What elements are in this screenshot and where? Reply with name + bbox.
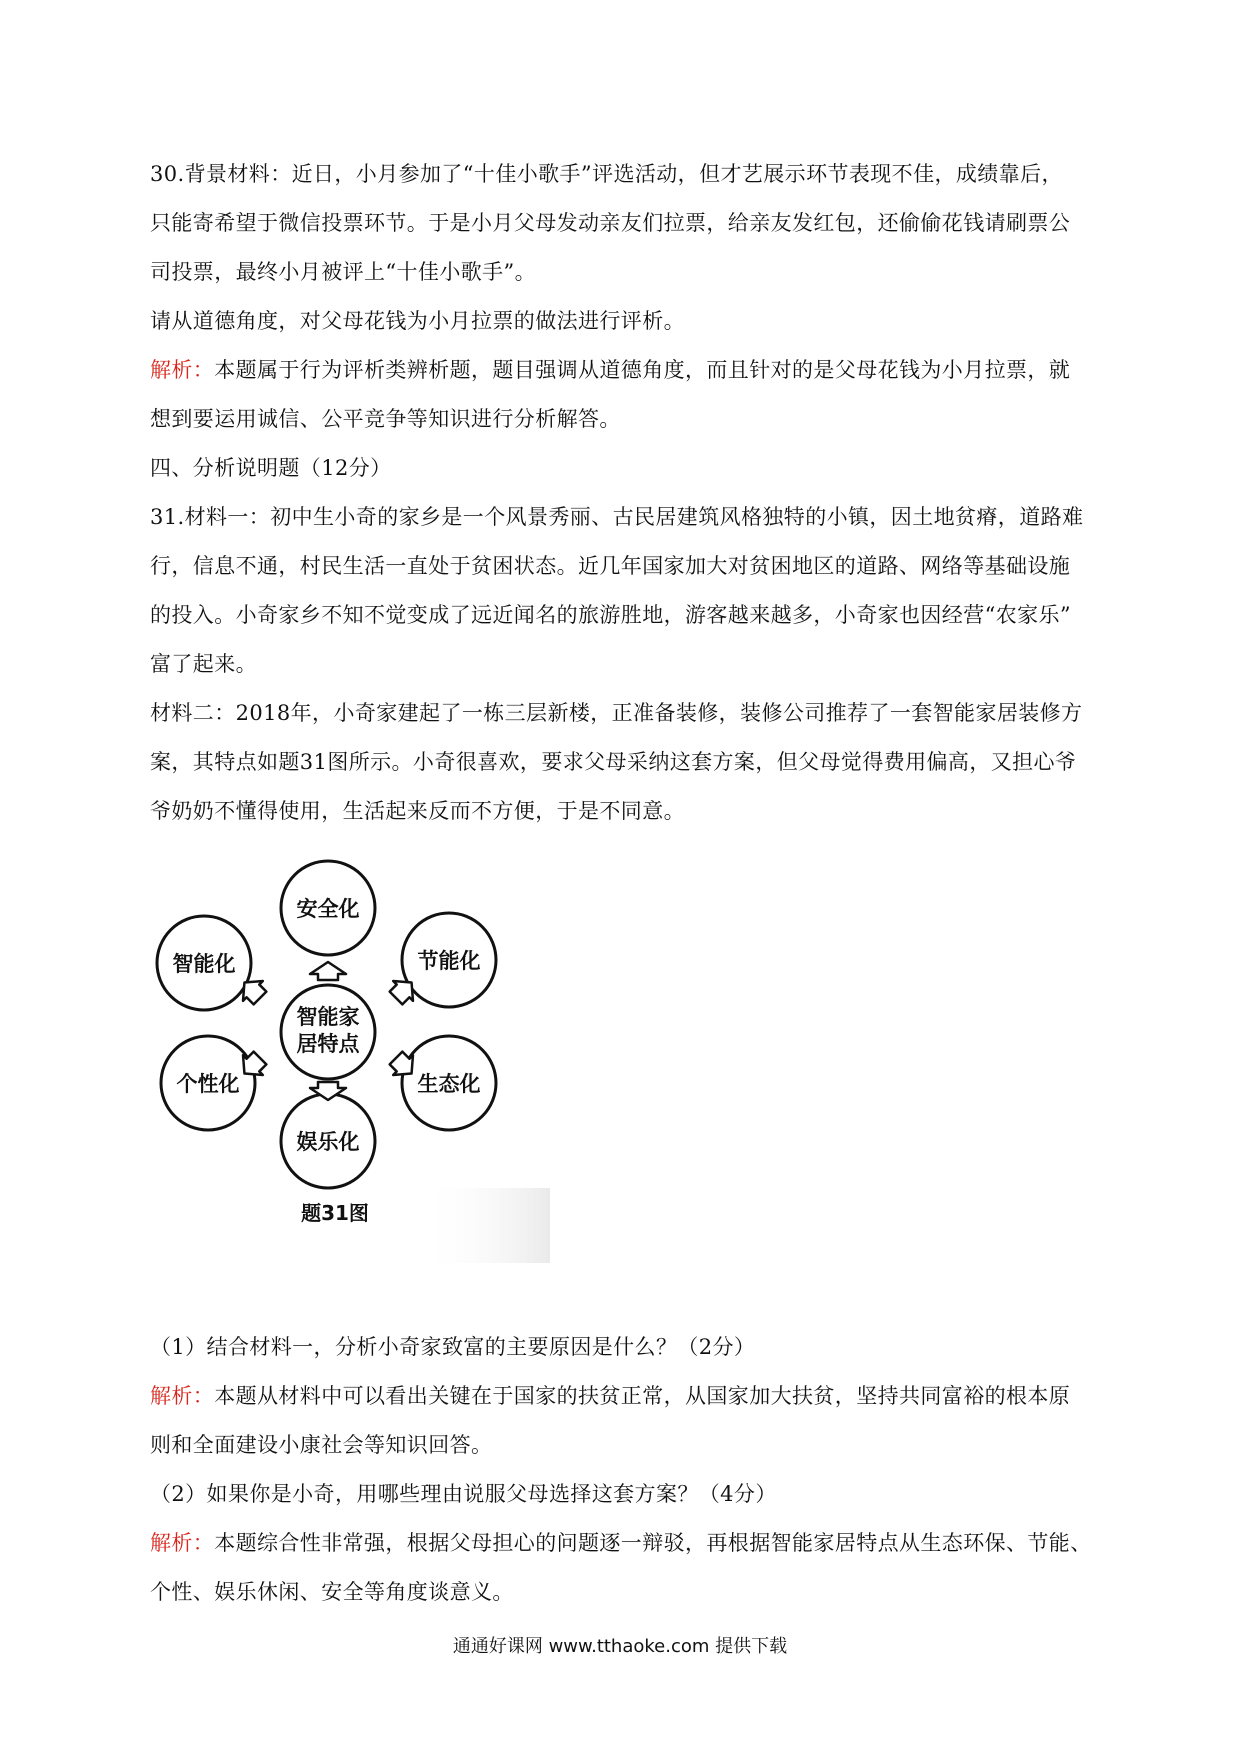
upper-right-label: 节能化 <box>417 949 481 973</box>
q30-analysis-line-1: 本题属于行为评析类辨析题，题目强调从道德角度，而且针对的是父母花钱为小月拉票，就 <box>214 358 1071 382</box>
upper-left-label: 智能化 <box>172 952 236 976</box>
arrow-up <box>310 962 346 980</box>
q31-m1-line-2: 行，信息不通，村民生活一直处于贫困状态。近几年国家加大对贫困地区的道路、网络等基础设施 <box>150 554 1071 578</box>
q31-material-1 <box>150 493 1100 689</box>
q31-sub2-question-text: （2）如果你是小奇，用哪些理由说服父母选择这套方案？（4分） <box>150 1482 777 1506</box>
q31-sub1-analysis-label: 解析： <box>150 1384 215 1408</box>
q31-sub2-analysis-line-2: 个性、娱乐休闲、安全等角度谈意义。 <box>150 1580 514 1604</box>
footer-text: 通通好课网 www.tthaoke.com 提供下载 <box>452 1636 788 1657</box>
q31-sub1-analysis-line-1: 本题从材料中可以看出关键在于国家的扶贫正常，从国家加大扶贫，坚持共同富裕的根本原 <box>214 1384 1071 1408</box>
q31-m2-line-3: 爷奶奶不懂得使用，生活起来反而不方便，于是不同意。 <box>150 799 685 823</box>
q30-analysis <box>150 346 1100 444</box>
q31-sub2-question <box>150 1470 1100 1519</box>
q30-line-3: 司投票，最终小月被评上“十佳小歌手”。 <box>150 260 537 284</box>
center-label-1: 智能家 <box>296 1005 360 1029</box>
q31-m2-line-2: 案，其特点如题31图所示。小奇很喜欢，要求父母采纳这套方案，但父母觉得费用偏高，又担心爷 <box>150 750 1077 774</box>
smart-home-features-diagram <box>150 858 550 1268</box>
scan-smudge <box>420 1188 550 1263</box>
q31-sub1-analysis-line-2: 则和全面建设小康社会等知识回答。 <box>150 1433 493 1457</box>
q31-m1-line-3: 的投入。小奇家乡不知不觉变成了远近闻名的旅游胜地，游客越来越多，小奇家也因经营“农家乐” <box>150 603 1072 627</box>
diagram-svg <box>150 858 550 1268</box>
lower-right-label: 生态化 <box>417 1072 481 1096</box>
q31-sub2-analysis <box>150 1519 1100 1617</box>
q30-question <box>150 297 1100 346</box>
q30-line-2: 只能寄希望于微信投票环节。于是小月父母发动亲友们拉票，给亲友发红包，还偷偷花钱请刷票公 <box>150 211 1071 235</box>
section-4-heading <box>150 444 1100 493</box>
q30-analysis-label: 解析： <box>150 358 215 382</box>
q30-question-text: 请从道德角度，对父母花钱为小月拉票的做法进行评析。 <box>150 309 685 333</box>
q31-m2-line-1: 材料二：2018年，小奇家建起了一栋三层新楼，正准备装修，装修公司推荐了一套智能家居装修方 <box>150 701 1083 725</box>
lower-left-label: 个性化 <box>176 1072 240 1096</box>
q31-material-2 <box>150 689 1100 836</box>
page-footer <box>0 1632 1240 1658</box>
diagram-caption: 题31图 <box>301 1201 369 1225</box>
q31-m1-line-1: 31.材料一：初中生小奇的家乡是一个风景秀丽、古民居建筑风格独特的小镇，因土地贫瘠，道路难 <box>150 505 1084 529</box>
q31-m1-line-4: 富了起来。 <box>150 652 257 676</box>
q30-background-material <box>150 150 1100 297</box>
q30-line-1: 30.背景材料：近日，小月参加了“十佳小歌手”评选活动，但才艺展示环节表现不佳，成绩靠后， <box>150 162 1063 186</box>
center-label-2: 居特点 <box>296 1032 360 1056</box>
q31-sub1-question <box>150 1323 1100 1372</box>
q31-sub2-analysis-line-1: 本题综合性非常强，根据父母担心的问题逐一辩驳，再根据智能家居特点从生态环保、节能、 <box>214 1531 1092 1555</box>
section-4-title: 四、分析说明题（12分） <box>150 456 392 480</box>
bottom-label: 娱乐化 <box>296 1130 360 1154</box>
q31-sub1-analysis <box>150 1372 1100 1470</box>
q31-sub1-question-text: （1）结合材料一，分析小奇家致富的主要原因是什么？（2分） <box>150 1335 756 1359</box>
q30-analysis-line-2: 想到要运用诚信、公平竞争等知识进行分析解答。 <box>150 407 621 431</box>
top-label: 安全化 <box>296 897 360 921</box>
q31-sub2-analysis-label: 解析： <box>150 1531 215 1555</box>
